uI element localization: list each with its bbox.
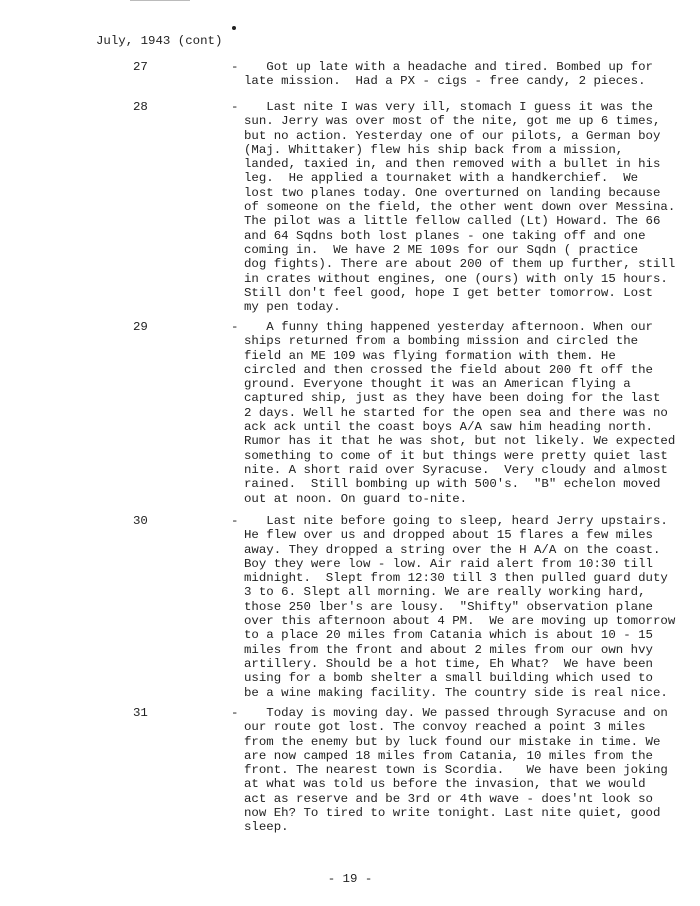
entry-day: 29 [133, 320, 148, 334]
entry-dash: - [231, 60, 239, 74]
page-header: July, 1943 (cont) [96, 34, 223, 48]
entry-text: Got up late with a headache and tired. Bombed up for late mission. Had a PX - cigs - free candy, 2 pieces. [244, 60, 653, 89]
top-rule [130, 0, 190, 1]
entry-dash: - [231, 514, 239, 528]
entry-dash: - [231, 100, 239, 114]
ink-dot [232, 26, 236, 30]
entry-dash: - [231, 320, 239, 334]
page-number: - 19 - [327, 872, 373, 886]
entry-text: Today is moving day. We passed through Syracuse and on our route got lost. The convoy reached a point 3 miles from the enemy but by luck found our mistake in time. We are now camped 18 miles from Catania, 10 miles from the front. The nearest town is Scordia. We have been joking at what was told us before the invasion, that we would act as reserve and be 3rd or 4th wave - does'nt look so now Eh? To tired to write tonight. Last nite quiet, good sleep. [244, 706, 668, 835]
entry-day: 27 [133, 60, 148, 74]
entry-day: 28 [133, 100, 148, 114]
entry-text: A funny thing happened yesterday afternoon. When our ships returned from a bombing mission and circled the field an ME 109 was flying formation with them. He circled and then crossed the field about 200 ft off the ground. Everyone thought it was an American flying a captured ship, just as they have been doing for the last 2 days. Well he started for the open sea and there was no ack ack until the coast boys A/A saw him heading north. Rumor has it that he was shot, but not likely. We expected something to come of it but things were pretty quiet last nite. A short raid over Syracuse. Very cloudy and almost rained. Still bombing up with 500's. "B" echelon moved out at noon. On guard to-nite. [244, 320, 676, 506]
entry-text: Last nite before going to sleep, heard Jerry upstairs. He flew over us and dropped about 15 flares a few miles away. They dropped a string over the H A/A on the coast. Boy they were low - low. Air raid alert from 10:30 till midnight. Slept from 12:30 till 3 then pulled guard duty 3 to 6. Slept all morning. We are really working hard, those 250 lber's are lousy. "Shifty" observation plane over this afternoon about 4 PM. We are moving up tomorrow to a place 20 miles from Catania which is about 10 - 15 miles from the front and about 2 miles from our own hvy artillery. Should be a hot time, Eh What? We have been using for a bomb shelter a small building which used to be a wine making facility. The country side is real nice. [244, 514, 676, 700]
entry-dash: - [231, 706, 239, 720]
entry-day: 30 [133, 514, 148, 528]
entry-day: 31 [133, 706, 148, 720]
entry-text: Last nite I was very ill, stomach I guess it was the sun. Jerry was over most of the nite, got me up 6 times, but no action. Yesterday one of our pilots, a German boy (Maj. Whittaker) flew his ship back from a mission, landed, taxied in, and then removed with a bullet in his leg. He applied a tournaket with a handkerchief. We lost two planes today. One overturned on landing because of someone on the field, the other went down over Messina. The pilot was a little fellow called (Lt) Howard. The 66 and 64 Sqdns both lost planes - one taking off and one coming in. We have 2 ME 109s for our Sqdn ( practice dog fights). There are about 200 of them up further, still in crates without engines, one (ours) with only 15 hours. Still don't feel good, hope I get better tomorrow. Lost my pen today. [244, 100, 676, 315]
